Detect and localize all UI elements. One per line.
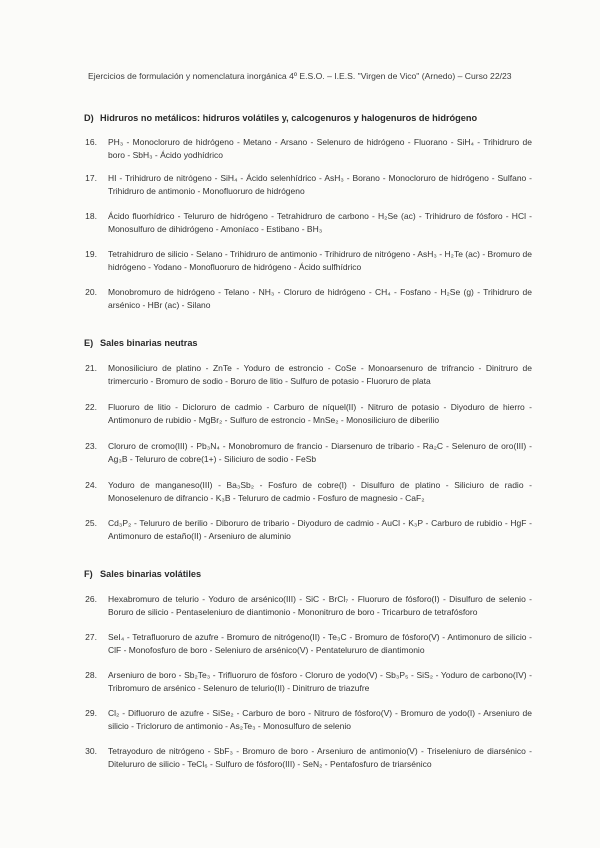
exercise-number: 29.	[85, 708, 97, 718]
exercise-number: 20.	[85, 287, 97, 297]
exercise-text: PH₃ - Monocloruro de hidrógeno - Metano - Arsano - Selenuro de hidrógeno - Fluorano - SiH₄ - Trihidruro de boro - SbH₃ - Ácido yodhídrico	[108, 137, 532, 160]
exercise-16	[77, 136, 532, 161]
exercise-text: Tetrahidruro de silicio - Selano - Trihidruro de antimonio - Trihidruro de nitrógeno - AsH₃ - H₂Te (ac) - Bromuro de hidrógeno - Yodano - Monofluoruro de hidrógeno - Ácido sulfhídrico	[108, 249, 532, 272]
exercise-text: Hexabromuro de telurio - Yoduro de arsénico(III) - SiC - BrCl₇ - Fluoruro de fósforo(I) - Disulfuro de selenio - Boruro de silicio - Pentaseleniuro de diantimonio - Mononitruro de boro - Tricarburo de tetrafósforo	[108, 594, 532, 617]
exercise-text: Tetrayoduro de nitrógeno - SbF₃ - Bromuro de boro - Arseniuro de antimonio(V) - Triseleniuro de diarsénico - Ditelururo de silicio - TeCl₆ - Sulfuro de fósforo(III) - SeN₂ - Pentafosfuro de triarsénico	[108, 746, 532, 769]
exercise-28	[77, 669, 532, 694]
section-letter: E)	[84, 338, 94, 348]
exercise-text: Arseniuro de boro - Sb₂Te₃ - Trifluoruro de fósforo - Cloruro de yodo(V) - Sb₃P₅ - SiS₂ - Yoduro de carbono(IV) - Tribromuro de arsénico - Selenuro de telurio(II) - Dinitruro de triazufre	[108, 670, 532, 693]
exercise-21	[77, 362, 532, 387]
exercise-text: HI - Trihidruro de nitrógeno - SiH₄ - Ácido selenhídrico - AsH₃ - Borano - Monocloruro de hidrógeno - Sulfano - Trihidruro de antimonio - Monofluoruro de hidrógeno	[108, 173, 532, 196]
section-title-d	[84, 113, 477, 123]
exercise-27	[77, 631, 532, 656]
exercise-17	[77, 172, 532, 197]
exercise-19	[77, 248, 532, 273]
section-title-f	[84, 569, 201, 579]
exercise-text: Yoduro de manganeso(III) - Ba₃Sb₂ - Fosfuro de cobre(I) - Disulfuro de platino - Siliciuro de radio - Monoselenuro de difrancio - K₃B - Telururo de cadmio - Fosfuro de magnesio - CaF₂	[108, 480, 532, 503]
section-heading: Hidruros no metálicos: hidruros volátiles y, calcogenuros y halogenuros de hidrógeno	[100, 113, 478, 123]
exercise-text: Monosiliciuro de platino - ZnTe - Yoduro de estroncio - CoSe - Monoarsenuro de trifrancio - Dinitruro de trimercurio - Bromuro de sodio - Boruro de litio - Sulfuro de potasio - Fluoruro de plata	[108, 363, 532, 386]
exercise-number: 17.	[85, 173, 97, 183]
exercise-text: Ácido fluorhídrico - Telururo de hidrógeno - Tetrahidruro de carbono - H₂Se (ac) - Trihidruro de fósforo - HCl - Monosulfuro de dihidrógeno - Amoníaco - Estibano - BH₃	[108, 211, 532, 234]
exercise-20	[77, 286, 532, 311]
exercise-number: 28.	[85, 670, 97, 680]
section-letter: D)	[84, 113, 94, 123]
exercise-number: 23.	[85, 441, 97, 451]
exercise-30	[77, 745, 532, 770]
page-header: Ejercicios de formulación y nomenclatura inorgánica 4º E.S.O. – I.E.S. "Virgen de Vico" (Arnedo) – Curso 22/23	[88, 71, 512, 81]
exercise-22	[77, 401, 532, 426]
exercise-number: 22.	[85, 402, 97, 412]
exercise-number: 19.	[85, 249, 97, 259]
exercise-number: 21.	[85, 363, 97, 373]
exercise-25	[77, 517, 532, 542]
exercise-number: 18.	[85, 211, 97, 221]
exercise-text: SeI₄ - Tetrafluoruro de azufre - Bromuro de nitrógeno(II) - Te₃C - Bromuro de fósforo(V) - Antimonuro de silicio - ClF - Monofosfuro de boro - Seleniuro de arsénico(V) - Pentatelururo de diantimonio	[108, 632, 532, 655]
exercise-18	[77, 210, 532, 235]
exercise-text: Fluoruro de litio - Dicloruro de cadmio - Carburo de níquel(II) - Nitruro de potasio - Diyoduro de hierro - Antimonuro de rubidio - MgBr₂ - Sulfuro de estroncio - MnSe₂ - Monosiliciuro de diberilio	[108, 402, 532, 425]
exercise-number: 30.	[85, 746, 97, 756]
exercise-text: Cl₂ - Difluoruro de azufre - SiSe₂ - Carburo de boro - Nitruro de fósforo(V) - Bromuro de yodo(I) - Arseniuro de silicio - Tricloruro de antimonio - As₂Te₃ - Monosulfuro de selenio	[108, 708, 532, 731]
exercise-29	[77, 707, 532, 732]
exercise-number: 24.	[85, 480, 97, 490]
exercise-number: 26.	[85, 594, 97, 604]
section-heading: Sales binarias neutras	[100, 338, 198, 348]
section-letter: F)	[84, 569, 93, 579]
exercise-text: Monobromuro de hidrógeno - Telano - NH₃ - Cloruro de hidrógeno - CH₄ - Fosfano - H₂Se (g) - Trihidruro de arsénico - HBr (ac) - Silano	[108, 287, 532, 310]
exercise-text: Cloruro de cromo(III) - Pb₃N₄ - Monobromuro de francio - Diarsenuro de tribario - Ra₂C - Selenuro de oro(III) - Ag₃B - Telururo de cobre(1+) - Siliciuro de sodio - FeSb	[108, 441, 532, 464]
exercise-text: Cd₃P₂ - Telururo de berilio - Diboruro de tribario - Diyoduro de cadmio - AuCl - K₃P - Carburo de rubidio - HgF - Antimonuro de estaño(II) - Arseniuro de aluminio	[108, 518, 532, 541]
exercise-24	[77, 479, 532, 504]
exercise-number: 25.	[85, 518, 97, 528]
exercise-number: 27.	[85, 632, 97, 642]
exercise-23	[77, 440, 532, 465]
exercise-number: 16.	[85, 137, 97, 147]
section-title-e	[84, 338, 198, 348]
section-heading: Sales binarias volátiles	[100, 569, 202, 579]
exercise-26	[77, 593, 532, 618]
